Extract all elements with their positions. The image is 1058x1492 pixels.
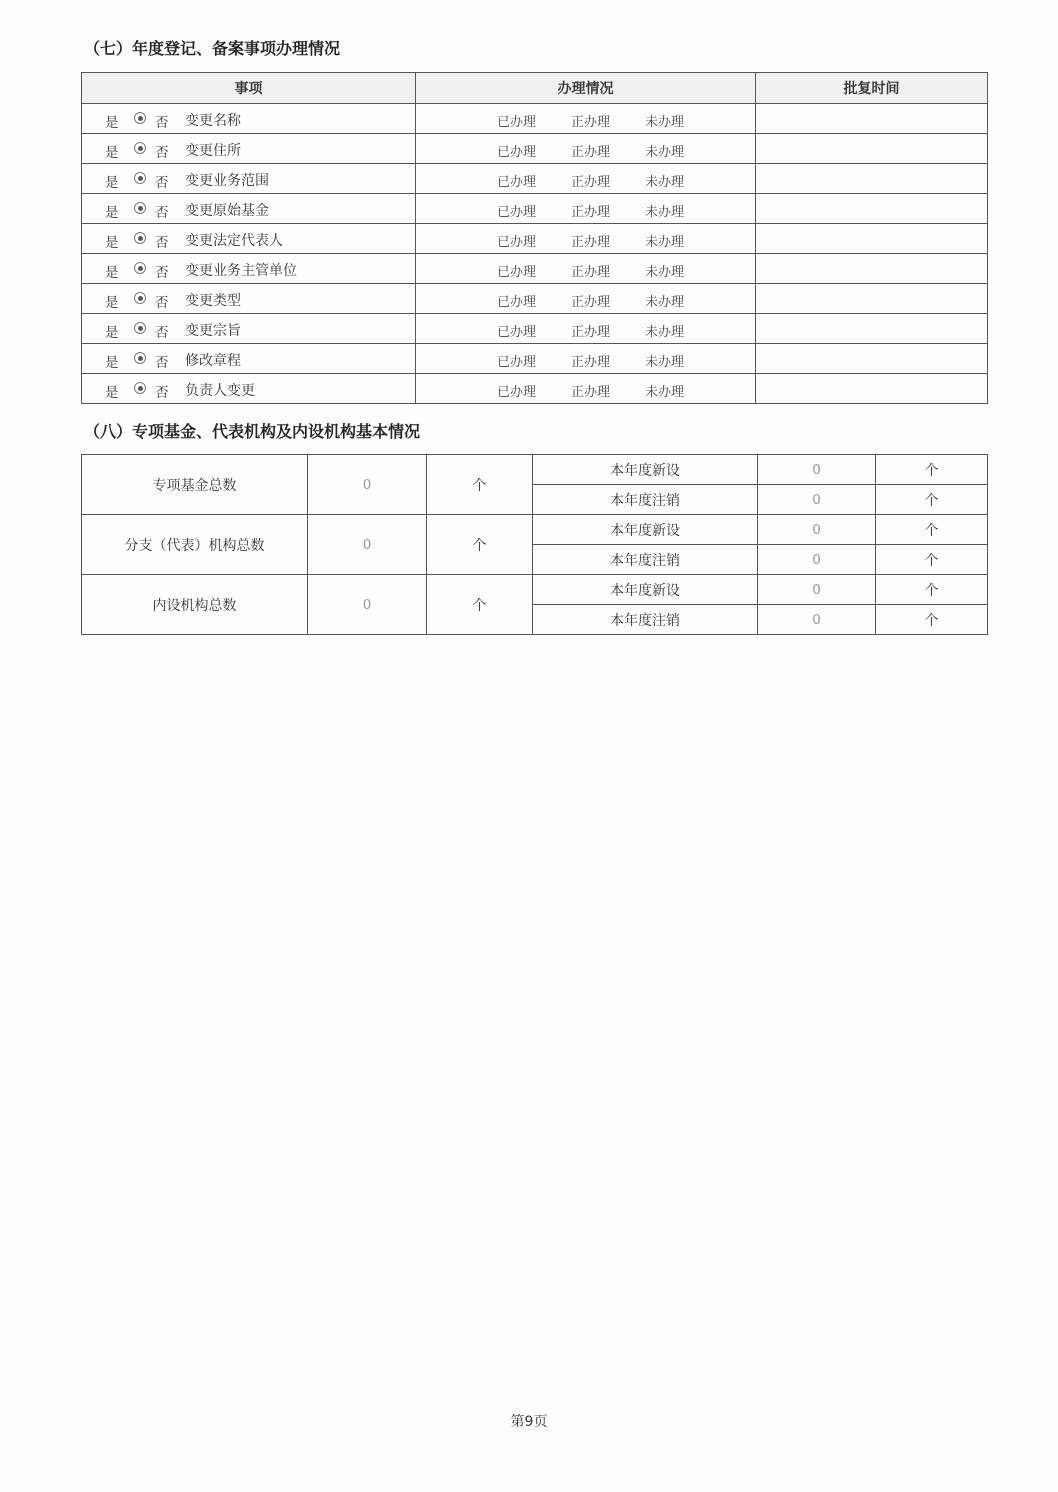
radio-selected-icon[interactable]: [134, 232, 146, 244]
status-done-option[interactable]: 已办理: [497, 295, 537, 310]
item-name: 变更类型: [185, 293, 241, 309]
group-label: 专项基金总数: [82, 455, 308, 515]
header-approval-time: 批复时间: [756, 73, 988, 104]
yes-option-label[interactable]: 是: [105, 265, 119, 281]
table-row: [82, 194, 988, 224]
group-label: 内设机构总数: [82, 575, 308, 635]
no-option-label[interactable]: 否: [155, 115, 169, 131]
table-row: [82, 314, 988, 344]
status-cell: [416, 314, 756, 344]
item-cell: [82, 284, 416, 314]
group-total-value[interactable]: 0: [308, 515, 427, 575]
approval-time-cell[interactable]: [756, 194, 988, 224]
radio-selected-icon[interactable]: [134, 382, 146, 394]
item-name: 变更业务主管单位: [185, 263, 297, 279]
group-total-value[interactable]: 0: [308, 455, 427, 515]
status-cell: [416, 134, 756, 164]
unit-label: 个: [427, 575, 533, 635]
unit-label: 个: [427, 515, 533, 575]
status-done-option[interactable]: 已办理: [497, 145, 537, 160]
yes-option-label[interactable]: 是: [105, 295, 119, 311]
item-cell: [82, 314, 416, 344]
status-in-progress-option[interactable]: 正办理: [571, 235, 611, 250]
no-option-label[interactable]: 否: [155, 325, 169, 341]
table-row: [82, 575, 988, 605]
status-not-done-option[interactable]: 未办理: [645, 385, 685, 400]
yes-option-label[interactable]: 是: [105, 355, 119, 371]
new-label: 本年度新设: [533, 515, 758, 545]
item-cell: [82, 164, 416, 194]
status-not-done-option[interactable]: 未办理: [645, 355, 685, 370]
item-name: 变更原始基金: [185, 203, 269, 219]
no-option-label[interactable]: 否: [155, 145, 169, 161]
status-in-progress-option[interactable]: 正办理: [571, 175, 611, 190]
status-done-option[interactable]: 已办理: [497, 115, 537, 130]
radio-selected-icon[interactable]: [134, 142, 146, 154]
radio-selected-icon[interactable]: [134, 352, 146, 364]
status-cell: [416, 374, 756, 404]
status-in-progress-option[interactable]: 正办理: [571, 325, 611, 340]
status-cell: [416, 104, 756, 134]
item-name: 变更名称: [185, 113, 241, 129]
no-option-label[interactable]: 否: [155, 235, 169, 251]
status-not-done-option[interactable]: 未办理: [645, 115, 685, 130]
no-option-label[interactable]: 否: [155, 205, 169, 221]
new-value[interactable]: 0: [758, 575, 876, 605]
item-cell: [82, 194, 416, 224]
table-header-row: [82, 73, 988, 104]
yes-option-label[interactable]: 是: [105, 175, 119, 191]
unit-label: 个: [876, 545, 988, 575]
radio-selected-icon[interactable]: [134, 322, 146, 334]
page-number: 第9页: [510, 1414, 548, 1430]
table-row: [82, 284, 988, 314]
table-row: [82, 374, 988, 404]
approval-time-cell[interactable]: [756, 374, 988, 404]
cancel-value[interactable]: 0: [758, 605, 876, 635]
approval-time-cell[interactable]: [756, 134, 988, 164]
status-not-done-option[interactable]: 未办理: [645, 295, 685, 310]
status-not-done-option[interactable]: 未办理: [645, 145, 685, 160]
yes-option-label[interactable]: 是: [105, 115, 119, 131]
no-option-label[interactable]: 否: [155, 175, 169, 191]
status-not-done-option[interactable]: 未办理: [645, 265, 685, 280]
status-in-progress-option[interactable]: 正办理: [571, 355, 611, 370]
table-row: [82, 104, 988, 134]
item-name: 变更宗旨: [185, 323, 241, 339]
status-not-done-option[interactable]: 未办理: [645, 235, 685, 250]
status-in-progress-option[interactable]: 正办理: [571, 115, 611, 130]
item-name: 变更住所: [185, 143, 241, 159]
new-value[interactable]: 0: [758, 455, 876, 485]
unit-label: 个: [876, 575, 988, 605]
cancel-label: 本年度注销: [533, 545, 758, 575]
yes-option-label[interactable]: 是: [105, 235, 119, 251]
section8-title: （八）专项基金、代表机构及内设机构基本情况: [84, 422, 421, 441]
new-value[interactable]: 0: [758, 515, 876, 545]
status-cell: [416, 344, 756, 374]
header-status: 办理情况: [416, 73, 756, 104]
item-name: 变更法定代表人: [185, 233, 283, 249]
radio-selected-icon[interactable]: [134, 112, 146, 124]
unit-label: 个: [876, 515, 988, 545]
unit-label: 个: [427, 455, 533, 515]
approval-time-cell[interactable]: [756, 254, 988, 284]
status-cell: [416, 194, 756, 224]
approval-time-cell[interactable]: [756, 224, 988, 254]
yes-option-label[interactable]: 是: [105, 325, 119, 341]
cancel-label: 本年度注销: [533, 605, 758, 635]
status-cell: [416, 254, 756, 284]
group-total-value[interactable]: 0: [308, 575, 427, 635]
fund-institution-table: [81, 454, 988, 635]
status-cell: [416, 224, 756, 254]
item-cell: [82, 134, 416, 164]
status-in-progress-option[interactable]: 正办理: [571, 385, 611, 400]
registration-filing-table: [81, 72, 988, 404]
item-cell: [82, 344, 416, 374]
status-in-progress-option[interactable]: 正办理: [571, 295, 611, 310]
radio-selected-icon[interactable]: [134, 292, 146, 304]
radio-selected-icon[interactable]: [134, 202, 146, 214]
table-row: [82, 164, 988, 194]
unit-label: 个: [876, 605, 988, 635]
radio-selected-icon[interactable]: [134, 262, 146, 274]
section7-title: （七）年度登记、备案事项办理情况: [84, 39, 341, 58]
status-done-option[interactable]: 已办理: [497, 235, 537, 250]
status-not-done-option[interactable]: 未办理: [645, 175, 685, 190]
status-cell: [416, 164, 756, 194]
yes-option-label[interactable]: 是: [105, 205, 119, 221]
no-option-label[interactable]: 否: [155, 355, 169, 371]
approval-time-cell[interactable]: [756, 344, 988, 374]
cancel-label: 本年度注销: [533, 485, 758, 515]
status-done-option[interactable]: 已办理: [497, 175, 537, 190]
item-cell: [82, 104, 416, 134]
new-label: 本年度新设: [533, 455, 758, 485]
status-not-done-option[interactable]: 未办理: [645, 325, 685, 340]
status-done-option[interactable]: 已办理: [497, 385, 537, 400]
no-option-label[interactable]: 否: [155, 385, 169, 401]
header-item: 事项: [82, 73, 416, 104]
item-name: 负责人变更: [185, 383, 255, 399]
status-done-option[interactable]: 已办理: [497, 265, 537, 280]
item-name: 修改章程: [185, 353, 241, 369]
table-row: [82, 224, 988, 254]
status-done-option[interactable]: 已办理: [497, 355, 537, 370]
status-done-option[interactable]: 已办理: [497, 205, 537, 220]
group-label: 分支（代表）机构总数: [82, 515, 308, 575]
unit-label: 个: [876, 455, 988, 485]
unit-label: 个: [876, 485, 988, 515]
yes-option-label[interactable]: 是: [105, 145, 119, 161]
status-not-done-option[interactable]: 未办理: [645, 205, 685, 220]
item-cell: [82, 224, 416, 254]
radio-selected-icon[interactable]: [134, 172, 146, 184]
status-in-progress-option[interactable]: 正办理: [571, 145, 611, 160]
table-row: [82, 344, 988, 374]
item-cell: [82, 254, 416, 284]
table-row: [82, 134, 988, 164]
yes-option-label[interactable]: 是: [105, 385, 119, 401]
table-row: [82, 455, 988, 485]
approval-time-cell[interactable]: [756, 314, 988, 344]
cancel-value[interactable]: 0: [758, 485, 876, 515]
table-row: [82, 254, 988, 284]
status-in-progress-option[interactable]: 正办理: [571, 205, 611, 220]
approval-time-cell[interactable]: [756, 104, 988, 134]
status-done-option[interactable]: 已办理: [497, 325, 537, 340]
no-option-label[interactable]: 否: [155, 295, 169, 311]
table-row: [82, 515, 988, 545]
approval-time-cell[interactable]: [756, 164, 988, 194]
status-in-progress-option[interactable]: 正办理: [571, 265, 611, 280]
new-label: 本年度新设: [533, 575, 758, 605]
status-cell: [416, 284, 756, 314]
item-cell: [82, 374, 416, 404]
no-option-label[interactable]: 否: [155, 265, 169, 281]
item-name: 变更业务范围: [185, 173, 269, 189]
cancel-value[interactable]: 0: [758, 545, 876, 575]
approval-time-cell[interactable]: [756, 284, 988, 314]
